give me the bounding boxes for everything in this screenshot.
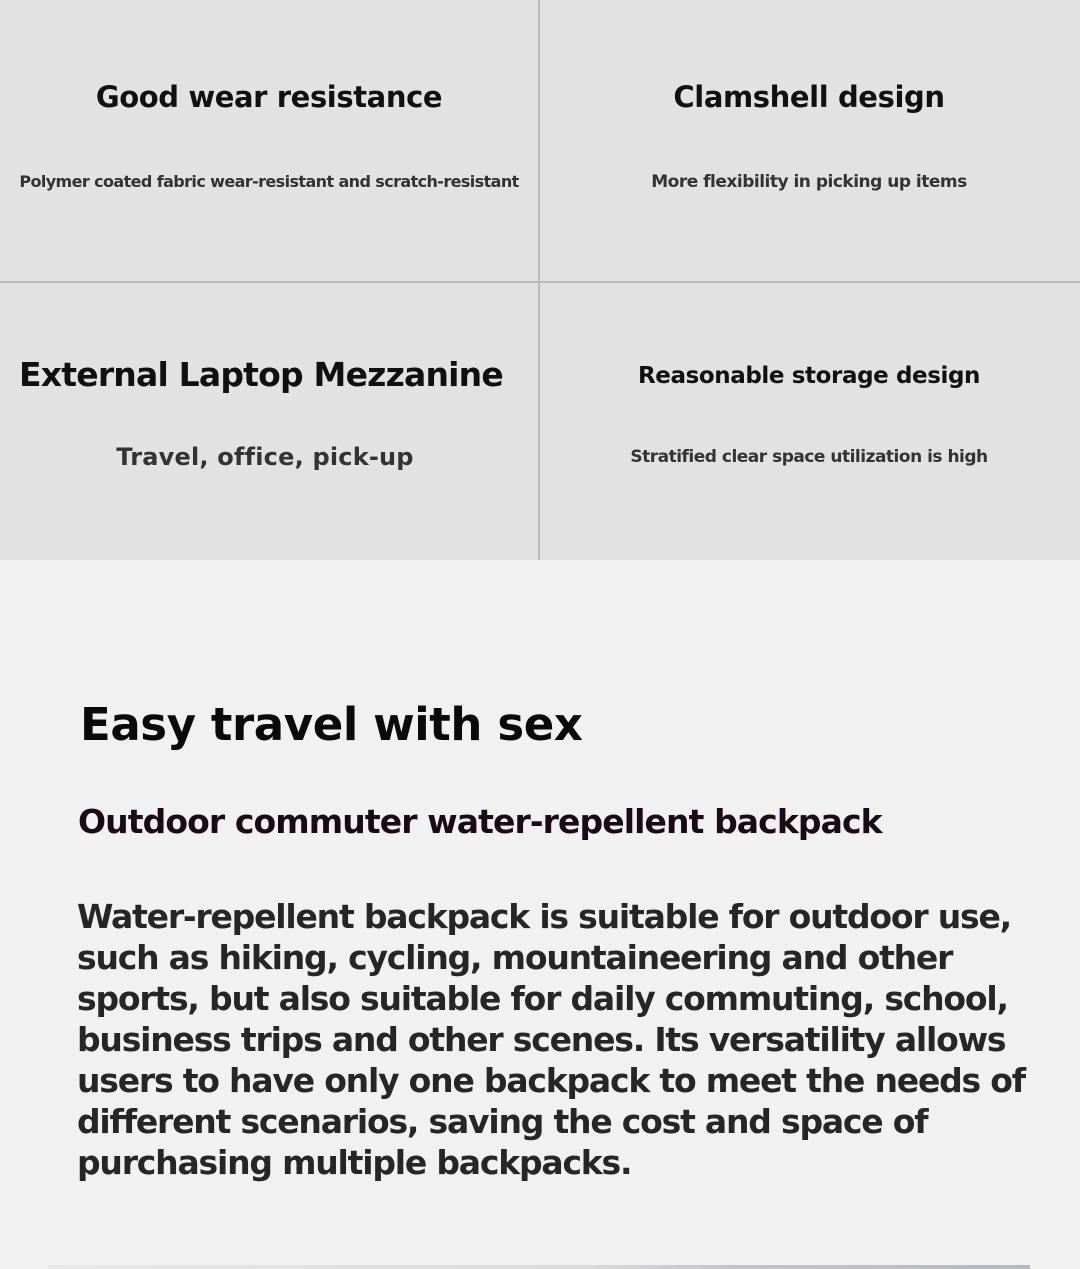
feature-subtitle: More flexibility in picking up items (651, 172, 967, 192)
feature-storage-design (540, 283, 1078, 560)
subheadline: Outdoor commuter water-repellent backpack (78, 802, 882, 841)
next-image-edge (48, 1265, 1030, 1269)
intro-section (0, 560, 1080, 1269)
feature-wear-resistance (0, 0, 538, 280)
feature-laptop-mezzanine (0, 283, 538, 560)
feature-subtitle: Polymer coated fabric wear-resistant and scratch-resistant (19, 172, 519, 191)
headline: Easy travel with sex (80, 698, 583, 751)
feature-subtitle: Stratified clear space utilization is high (630, 447, 988, 467)
description-paragraph: Water-repellent backpack is suitable for outdoor use, such as hiking, cycling, mountaineering and other sports, but also suitable for daily commuting, school, business trips and other scenes. Its versatility allows users to have only one backpack to meet the needs of different scenarios, saving the cost and space of purchasing multiple backpacks. (77, 897, 1025, 1182)
feature-title: External Laptop Mezzanine (19, 355, 503, 394)
feature-grid (0, 0, 1080, 560)
feature-title: Clamshell design (673, 80, 945, 114)
feature-clamshell-design (540, 0, 1078, 280)
feature-subtitle: Travel, office, pick-up (116, 443, 414, 471)
feature-title: Reasonable storage design (637, 363, 981, 389)
feature-title: Good wear resistance (95, 80, 443, 114)
grid-divider-horizontal (0, 281, 1080, 283)
grid-divider-vertical (538, 0, 540, 560)
